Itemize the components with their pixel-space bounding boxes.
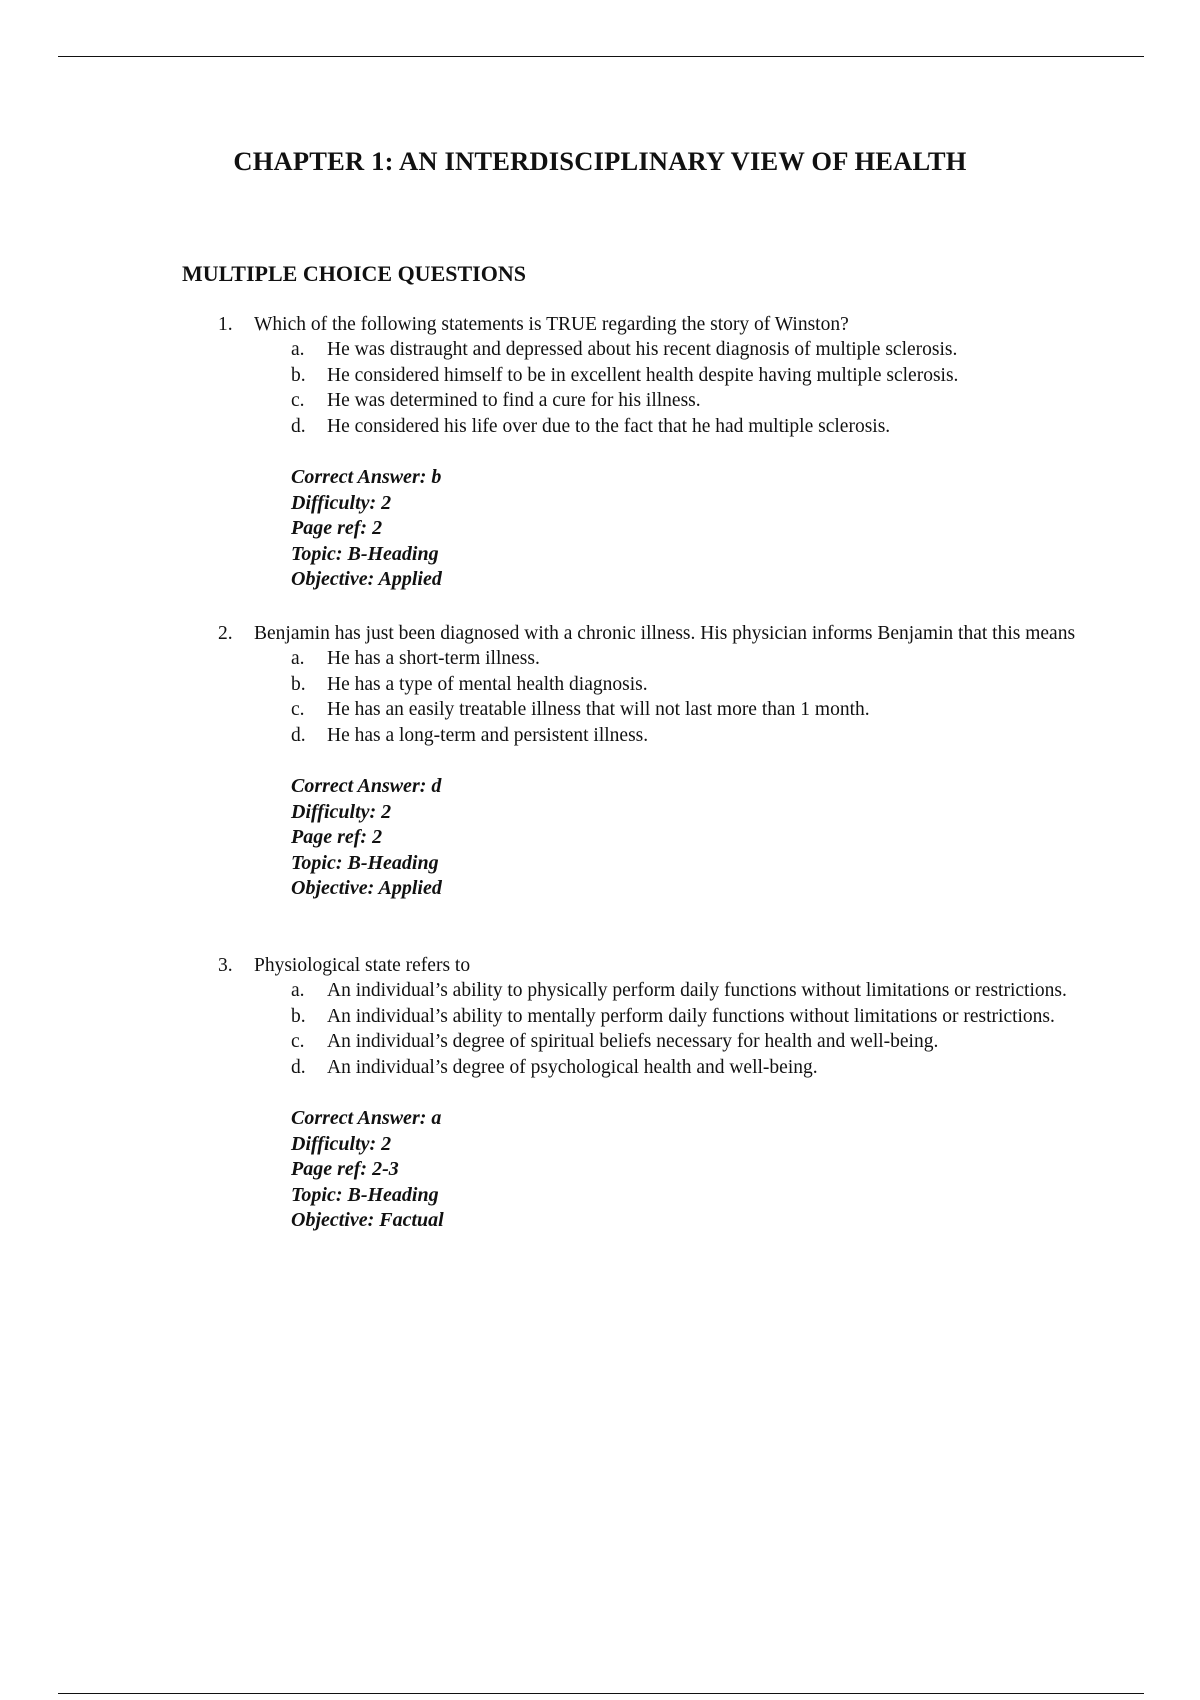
answer-option-a xyxy=(291,337,1078,363)
option-text: He has a long-term and persistent illness. xyxy=(327,724,649,746)
answer-option-a xyxy=(291,646,1078,672)
page-ref: Page ref: 2 xyxy=(291,826,383,848)
option-letter: d. xyxy=(291,724,306,746)
difficulty: Difficulty: 2 xyxy=(291,800,392,823)
bottom-rule xyxy=(58,1693,1144,1694)
topic: Topic: B-Heading xyxy=(291,1183,439,1206)
answer-option-d xyxy=(291,414,1078,440)
answer-metadata xyxy=(218,1106,1078,1234)
answer-metadata xyxy=(218,774,1078,902)
topic: Topic: B-Heading xyxy=(291,851,439,874)
option-letter: c. xyxy=(291,1031,305,1052)
difficulty: Difficulty: 2 xyxy=(291,491,392,514)
option-letter: a. xyxy=(291,339,305,360)
option-letter: d. xyxy=(291,415,306,437)
option-text: He was determined to find a cure for his illness. xyxy=(327,390,701,411)
question-stem xyxy=(218,312,1078,337)
option-letter: a. xyxy=(291,980,305,1001)
option-letter: b. xyxy=(291,673,306,695)
option-text: An individual’s ability to mentally perform daily functions without limitations or restrictions. xyxy=(327,1005,1055,1027)
correct-answer: Correct Answer: a xyxy=(291,1107,442,1129)
correct-answer: Correct Answer: d xyxy=(291,775,442,797)
answer-options xyxy=(218,337,1078,439)
section-heading: MULTIPLE CHOICE QUESTIONS xyxy=(182,261,526,286)
question-number: 2. xyxy=(218,623,233,644)
page-ref: Page ref: 2-3 xyxy=(291,1158,399,1180)
answer-metadata xyxy=(218,465,1078,593)
option-text: He has an easily treatable illness that will not last more than 1 month. xyxy=(327,699,870,720)
answer-option-b xyxy=(291,672,1078,698)
topic: Topic: B-Heading xyxy=(291,542,439,565)
option-text: He considered himself to be in excellent health despite having multiple sclerosis. xyxy=(327,364,959,386)
option-text: An individual’s degree of psychological health and well-being. xyxy=(327,1056,818,1078)
answer-option-a xyxy=(291,978,1078,1004)
objective: Objective: Applied xyxy=(291,877,442,899)
correct-answer: Correct Answer: b xyxy=(291,466,442,488)
page-ref: Page ref: 2 xyxy=(291,517,383,539)
top-rule xyxy=(58,56,1144,57)
difficulty: Difficulty: 2 xyxy=(291,1132,392,1155)
option-text: An individual’s ability to physically perform daily functions without limitations or restrictions. xyxy=(327,980,1067,1001)
question-text: Benjamin has just been diagnosed with a chronic illness. His physician informs Benjamin that this means xyxy=(254,623,1076,644)
option-text: He has a short-term illness. xyxy=(327,648,540,669)
answer-options xyxy=(218,978,1078,1080)
option-text: An individual’s degree of spiritual beliefs necessary for health and well-being. xyxy=(327,1031,939,1052)
objective: Objective: Factual xyxy=(291,1209,444,1231)
question-number: 1. xyxy=(218,314,233,335)
answer-option-b xyxy=(291,1004,1078,1030)
answer-option-d xyxy=(291,1055,1078,1081)
option-text: He was distraught and depressed about his recent diagnosis of multiple sclerosis. xyxy=(327,339,958,360)
answer-options xyxy=(218,646,1078,748)
question-2 xyxy=(218,621,1078,902)
answer-option-d xyxy=(291,723,1078,749)
question-1 xyxy=(218,312,1078,593)
chapter-title: CHAPTER 1: AN INTERDISCIPLINARY VIEW OF HEALTH xyxy=(233,146,967,176)
option-letter: b. xyxy=(291,1005,306,1027)
answer-option-b xyxy=(291,363,1078,389)
question-stem xyxy=(218,953,1078,978)
answer-option-c xyxy=(291,388,1078,414)
objective: Objective: Applied xyxy=(291,568,442,590)
option-letter: c. xyxy=(291,390,305,411)
option-letter: c. xyxy=(291,699,305,720)
question-number: 3. xyxy=(218,955,233,976)
question-stem xyxy=(218,621,1078,646)
question-text: Physiological state refers to xyxy=(254,955,471,976)
option-text: He has a type of mental health diagnosis. xyxy=(327,673,648,695)
question-3 xyxy=(218,953,1078,1234)
option-text: He considered his life over due to the fact that he had multiple sclerosis. xyxy=(327,415,891,437)
answer-option-c xyxy=(291,1029,1078,1055)
question-text: Which of the following statements is TRUE regarding the story of Winston? xyxy=(254,314,849,335)
option-letter: a. xyxy=(291,648,305,669)
option-letter: d. xyxy=(291,1056,306,1078)
answer-option-c xyxy=(291,697,1078,723)
option-letter: b. xyxy=(291,364,306,386)
